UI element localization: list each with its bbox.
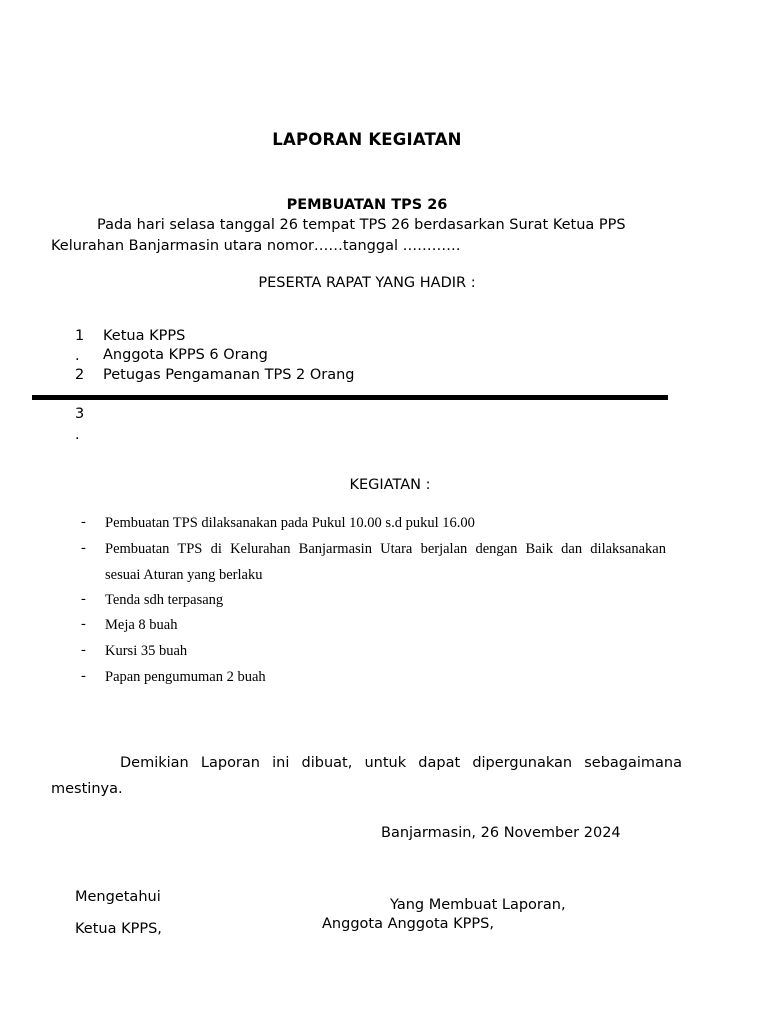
attendee-item: Anggota KPPS 6 Orang (103, 347, 268, 363)
closing-paragraph-line-1: Demikian Laporan ini dibuat, untuk dapat dipergunakan sebagaimana (120, 755, 682, 771)
report-title: LAPORAN KEGIATAN (272, 130, 462, 149)
bullet-dash: - (81, 591, 86, 607)
report-subtitle: PEMBUATAN TPS 26 (286, 197, 448, 213)
bullet-dash: - (81, 616, 86, 632)
activities-heading: KEGIATAN : (349, 477, 431, 493)
attendee-item: Ketua KPPS (103, 328, 186, 344)
list-number: 3 (75, 406, 85, 422)
bullet-dash: - (81, 642, 86, 658)
list-number: 1 (75, 328, 85, 344)
list-number: 2 (75, 367, 85, 383)
activity-item: Meja 8 buah (105, 617, 178, 633)
activity-item-continuation: sesuai Aturan yang berlaku (105, 567, 263, 583)
signature-left-role: Ketua KPPS, (75, 921, 162, 937)
horizontal-rule (32, 395, 668, 400)
activity-item: Tenda sdh terpasang (105, 592, 224, 608)
activity-item: Pembuatan TPS di Kelurahan Banjarmasin Utara berjalan dengan Baik dan dilaksanakan (105, 541, 666, 557)
activity-item: Pembuatan TPS dilaksanakan pada Pukul 10.00 s.d pukul 16.00 (105, 515, 475, 531)
activity-item: Papan pengumuman 2 buah (105, 669, 266, 685)
list-number: . (75, 427, 80, 443)
activity-item: Kursi 35 buah (105, 643, 188, 659)
signature-right-role: Anggota Anggota KPPS, (322, 916, 494, 932)
intro-paragraph-line-2: Kelurahan Banjarmasin utara nomor……tanggal ………… (51, 238, 461, 254)
signature-left-caption: Mengetahui (75, 889, 161, 905)
closing-paragraph-line-2: mestinya. (51, 781, 123, 797)
place-date: Banjarmasin, 26 November 2024 (381, 825, 621, 841)
list-number: . (75, 348, 80, 364)
bullet-dash: - (81, 540, 86, 556)
attendee-item: Petugas Pengamanan TPS 2 Orang (103, 367, 355, 383)
bullet-dash: - (81, 668, 86, 684)
attendees-heading: PESERTA RAPAT YANG HADIR : (258, 275, 476, 291)
signature-right-caption: Yang Membuat Laporan, (390, 897, 566, 913)
intro-paragraph-line-1: Pada hari selasa tanggal 26 tempat TPS 26 berdasarkan Surat Ketua PPS (97, 217, 626, 233)
bullet-dash: - (81, 514, 86, 530)
